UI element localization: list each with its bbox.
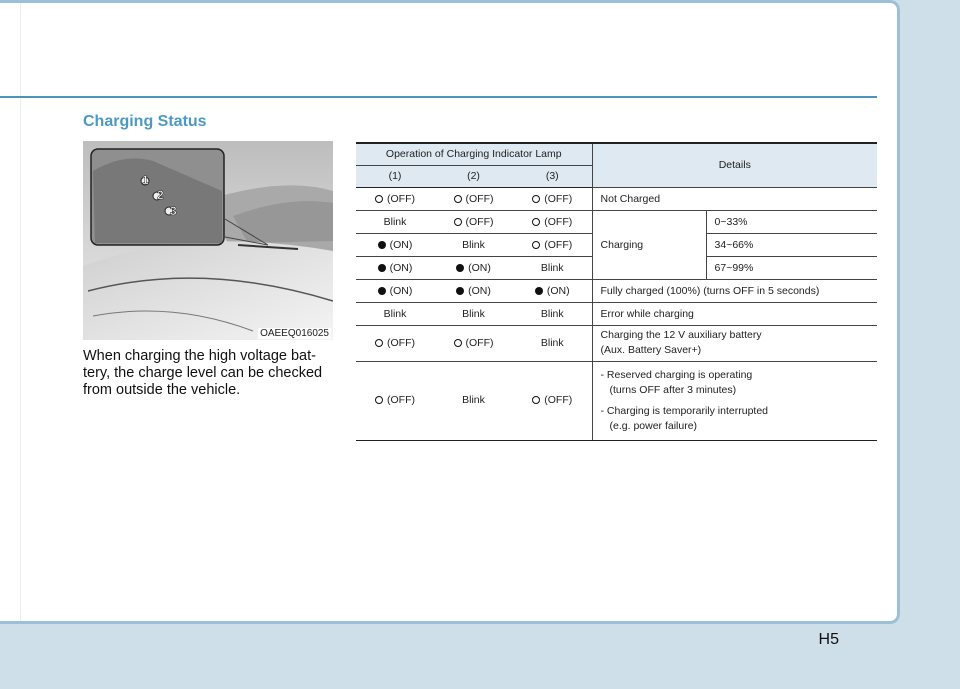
body-text: When charging the high voltage bat-tery, the charge level can be checked from outside the vehicle. [83, 348, 323, 398]
hollow-circle-icon [532, 195, 540, 203]
charging-indicator-illustration [83, 141, 333, 340]
details-header: Details [592, 143, 877, 187]
lamp-state-text: (OFF) [544, 238, 573, 251]
filled-circle-icon [378, 264, 386, 272]
lamp-state-text: (OFF) [465, 215, 494, 228]
details-cell [592, 361, 877, 440]
lamp-state-text: (ON) [468, 261, 491, 274]
filled-circle-icon [456, 287, 464, 295]
lamp-1-cell [356, 325, 434, 361]
hollow-circle-icon [375, 195, 383, 203]
lamp-operation-header: Operation of Charging Indicator Lamp [356, 143, 592, 165]
lamp-1-header: (1) [356, 165, 434, 187]
lamp-1-cell [356, 302, 434, 325]
callout-2: 2 [157, 188, 164, 202]
page-number: H5 [818, 631, 839, 648]
lamp-state-text: (ON) [389, 261, 413, 274]
lamp-3-cell [513, 187, 592, 210]
lamp-state-text: (ON) [389, 284, 413, 297]
lamp-state-text: Blink [462, 394, 485, 406]
lamp-state-text: Blink [540, 336, 564, 349]
charge-level-cell: 0~33% [706, 210, 877, 233]
lamp-3-cell [513, 210, 592, 233]
filled-circle-icon [456, 264, 464, 272]
hollow-circle-icon [454, 195, 462, 203]
lamp-3-cell [513, 233, 592, 256]
table-row [356, 210, 877, 233]
table-row [356, 302, 877, 325]
lamp-2-cell [434, 210, 513, 233]
details-line: (Aux. Battery Saver+) [600, 344, 702, 356]
hollow-circle-icon [375, 396, 383, 404]
callout-3: 3 [170, 204, 177, 218]
details-cell [592, 325, 877, 361]
details-line: - Reserved charging is operating [600, 368, 753, 381]
details-line: (turns OFF after 3 minutes) [609, 383, 737, 396]
lamp-1-cell [356, 256, 434, 279]
lamp-1-cell [356, 233, 434, 256]
lamp-1-cell [356, 187, 434, 210]
lamp-1-cell [356, 361, 434, 440]
section-title: Charging Status [83, 113, 207, 130]
details-cell: Not Charged [592, 187, 877, 210]
lamp-state-text: Blink [383, 307, 407, 320]
hollow-circle-icon [454, 218, 462, 226]
lamp-state-text: (OFF) [387, 192, 415, 205]
lamp-state-text: (OFF) [387, 336, 415, 349]
lamp-state-text: Blink [462, 238, 485, 251]
lamp-2-cell [434, 187, 513, 210]
lamp-state-text: (OFF) [544, 192, 573, 205]
top-rule [0, 96, 877, 98]
car-hood-drawing [83, 141, 333, 340]
lamp-3-cell [513, 256, 592, 279]
details-cell: Fully charged (100%) (turns OFF in 5 seconds) [592, 279, 877, 302]
hollow-circle-icon [532, 396, 540, 404]
table-row [356, 361, 877, 440]
callout-1: 1 [142, 173, 149, 187]
charging-group-cell: Charging [592, 210, 706, 279]
details-line: (e.g. power failure) [609, 419, 698, 432]
charge-level-cell: 67~99% [706, 256, 877, 279]
lamp-2-header: (2) [434, 165, 513, 187]
filled-circle-icon [378, 287, 386, 295]
lamp-state-text: (OFF) [465, 336, 494, 349]
lamp-2-cell [434, 361, 513, 440]
lamp-1-cell [356, 210, 434, 233]
lamp-state-text: Blink [383, 215, 407, 228]
details-cell: Error while charging [592, 302, 877, 325]
lamp-3-cell [513, 279, 592, 302]
lamp-2-cell [434, 325, 513, 361]
table-row [356, 279, 877, 302]
table-row [356, 187, 877, 210]
lamp-3-cell [513, 325, 592, 361]
lamp-state-text: (OFF) [544, 215, 573, 228]
charging-status-table [356, 142, 877, 441]
lamp-state-text: Blink [462, 307, 485, 320]
lamp-2-cell [434, 279, 513, 302]
lamp-state-text: (OFF) [387, 394, 415, 406]
lamp-state-text: (OFF) [544, 394, 573, 406]
filled-circle-icon [535, 287, 543, 295]
filled-circle-icon [378, 241, 386, 249]
hollow-circle-icon [532, 241, 540, 249]
lamp-state-text: (OFF) [465, 192, 494, 205]
details-line: - Charging is temporarily interrupted [600, 404, 769, 417]
hollow-circle-icon [375, 339, 383, 347]
hollow-circle-icon [454, 339, 462, 347]
lamp-state-text: Blink [540, 307, 564, 320]
lamp-state-text: (ON) [389, 238, 413, 251]
details-line: Charging the 12 V auxiliary battery [600, 329, 762, 341]
lamp-2-cell [434, 256, 513, 279]
lamp-2-cell [434, 302, 513, 325]
lamp-3-cell [513, 361, 592, 440]
lamp-state-text: (ON) [468, 284, 491, 297]
table-row [356, 325, 877, 361]
hollow-circle-icon [532, 218, 540, 226]
lamp-2-cell [434, 233, 513, 256]
lamp-state-text: (ON) [546, 284, 570, 297]
image-code: OAEEQ016025 [260, 328, 329, 339]
lamp-3-header: (3) [513, 165, 592, 187]
lamp-3-cell [513, 302, 592, 325]
charge-level-cell: 34~66% [706, 233, 877, 256]
lamp-1-cell [356, 279, 434, 302]
lamp-state-text: Blink [540, 261, 564, 274]
